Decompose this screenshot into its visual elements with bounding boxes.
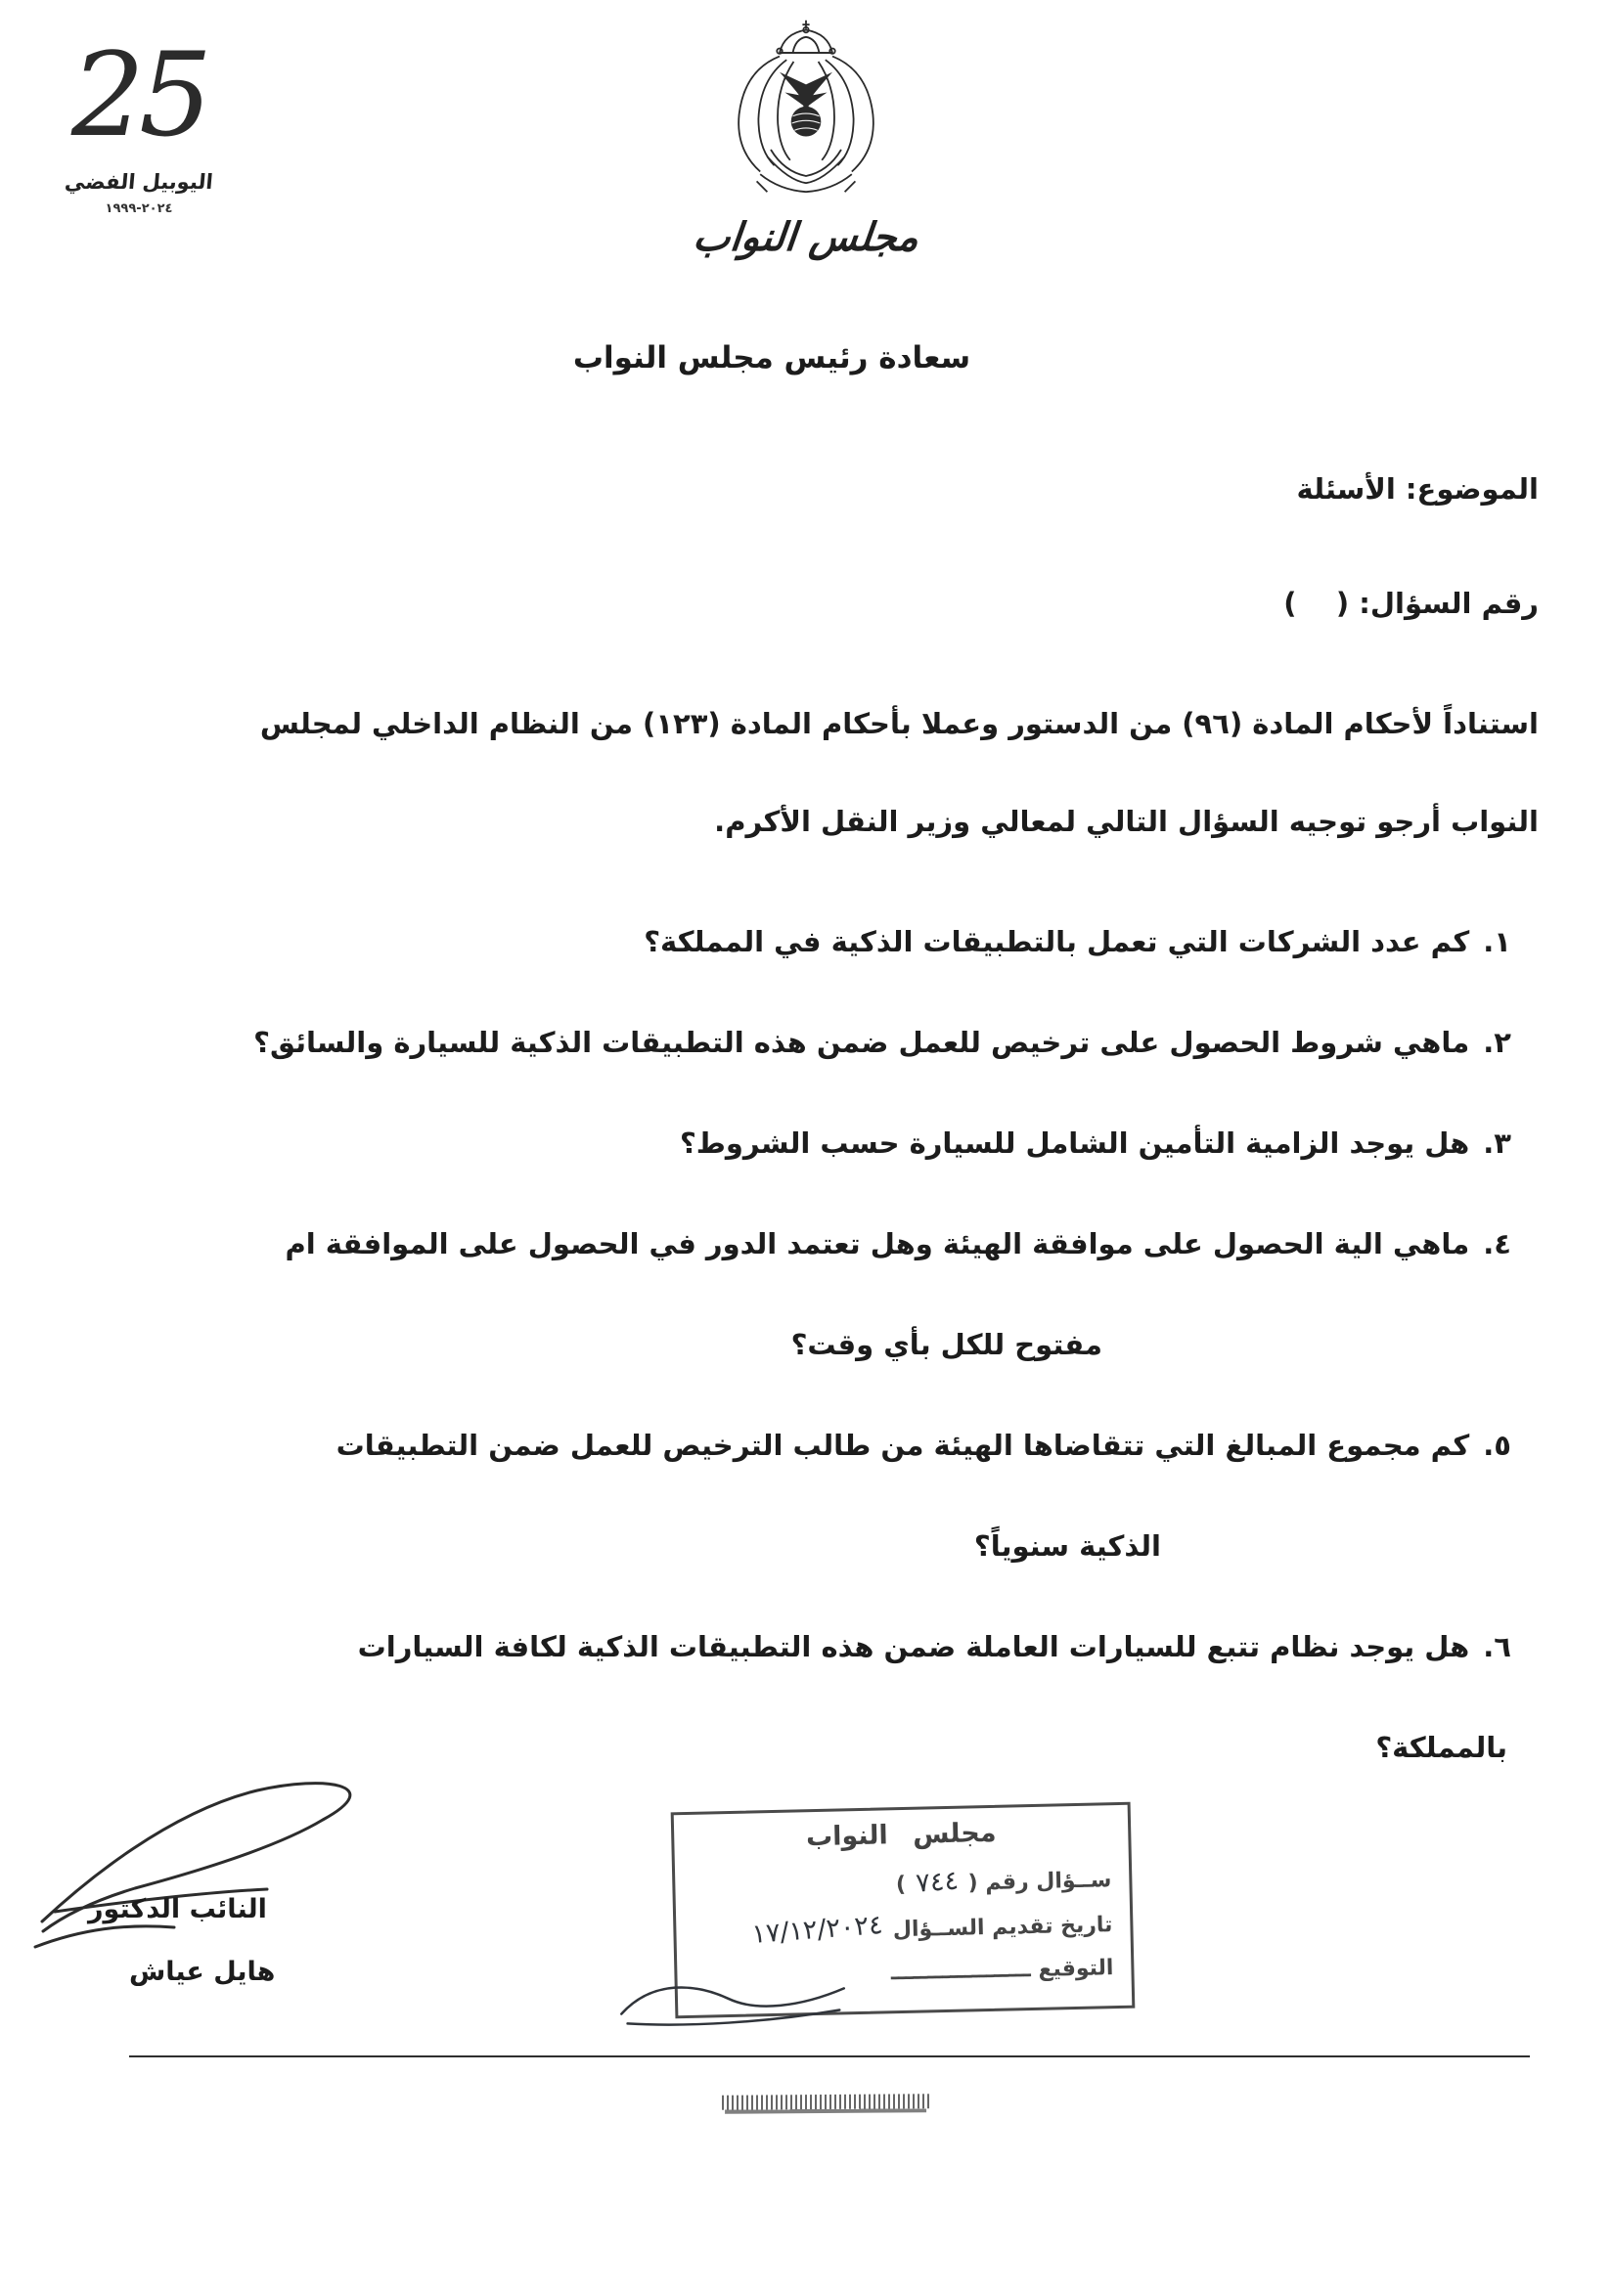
page-title: سعادة رئيس مجلس النواب	[572, 340, 971, 375]
crest-calligraphy: مجلس النواب	[691, 215, 921, 260]
question-text: ماهي الية الحصول على موافقة الهيئة وهل تعتمد الدور في الحصول على الموافقة ام	[285, 1227, 1470, 1260]
question-text: كم عدد الشركات التي تعمل بالتطبيقات الذكية في المملكة؟	[644, 925, 1470, 958]
question-number: ٣.	[1483, 1126, 1511, 1160]
handwritten-question-number: ٧٤٤	[914, 1865, 960, 1899]
stamp-question-label: ســؤال رقم (	[967, 1868, 1112, 1896]
question-line	[39, 1597, 1511, 1698]
question-text: هل يوجد نظام تتبع للسيارات العاملة ضمن هذه التطبيقات الذكية لكافة السيارات	[357, 1630, 1470, 1663]
question-text: كم مجموع المبالغ التي تتقاضاها الهيئة من طالب الترخيص للعمل ضمن التطبيقات	[336, 1429, 1470, 1462]
jubilee-logo	[51, 22, 227, 216]
questions-list	[39, 892, 1511, 1798]
question-line	[39, 1093, 1511, 1194]
question-text: ماهي شروط الحصول على ترخيص للعمل ضمن هذه التطبيقات الذكية للسيارة والسائق؟	[253, 1026, 1470, 1059]
question-line-continuation: مفتوح للكل بأي وقت؟	[790, 1328, 1102, 1361]
question-number: ٦.	[1483, 1630, 1511, 1663]
question-text: هل يوجد الزامية التأمين الشامل للسيارة حسب الشروط؟	[679, 1126, 1470, 1160]
question-number: ١.	[1483, 925, 1511, 958]
question-number: ٢.	[1483, 1026, 1511, 1059]
intro-line: استناداً لأحكام المادة (٩٦) من الدستور وعملا بأحكام المادة (١٢٣) من النظام الداخلي لمجلس	[259, 707, 1539, 740]
signature-name: هايل عياش	[129, 1957, 276, 1987]
stamp-signature-label: التوقيع	[1038, 1956, 1114, 1982]
jubilee-years: ٢٠٢٤-١٩٩٩	[105, 201, 173, 216]
jubilee-number: 25	[70, 27, 207, 162]
stamp-box	[671, 1802, 1136, 2019]
question-number: ٥.	[1483, 1429, 1511, 1462]
question-line-continuation: الذكية سنوياً؟	[973, 1529, 1161, 1563]
stamp-date-label: تاريخ تقديم الســؤال	[892, 1913, 1113, 1943]
question-number: ٤.	[1483, 1227, 1511, 1260]
document-header	[679, 18, 933, 260]
royal-crest-icon	[718, 18, 894, 211]
question-line	[39, 1194, 1511, 1295]
signature-block	[27, 1755, 468, 2019]
question-line	[39, 892, 1511, 993]
footer-rule	[129, 2055, 1530, 2057]
stamp-title: مجلس النواب	[805, 1817, 997, 1853]
jubilee-label: اليوبيل الفضي	[64, 170, 214, 194]
question-line	[39, 993, 1511, 1093]
intro-line: النواب أرجو توجيه السؤال التالي لمعالي وزير النقل الأكرم.	[714, 805, 1539, 838]
question-line	[39, 1395, 1511, 1496]
intro-paragraph	[59, 675, 1539, 870]
stamp-signature-scribble	[608, 1965, 865, 2039]
footer-illegible-text	[722, 2094, 929, 2109]
question-line-continuation: بالمملكة؟	[1375, 1731, 1507, 1764]
stamp-signature-line: ـــــــــــــــــــ	[890, 1958, 1032, 1986]
subject-line: الموضوع: الأسئلة	[1296, 472, 1539, 506]
question-number-line: رقم السؤال: ( )	[1283, 587, 1539, 620]
handwritten-date: ١٧/١٢/٢٠٢٤	[750, 1909, 884, 1950]
stamp-question-close: )	[895, 1872, 907, 1898]
signature-title: النائب الدكتور	[88, 1894, 267, 1924]
